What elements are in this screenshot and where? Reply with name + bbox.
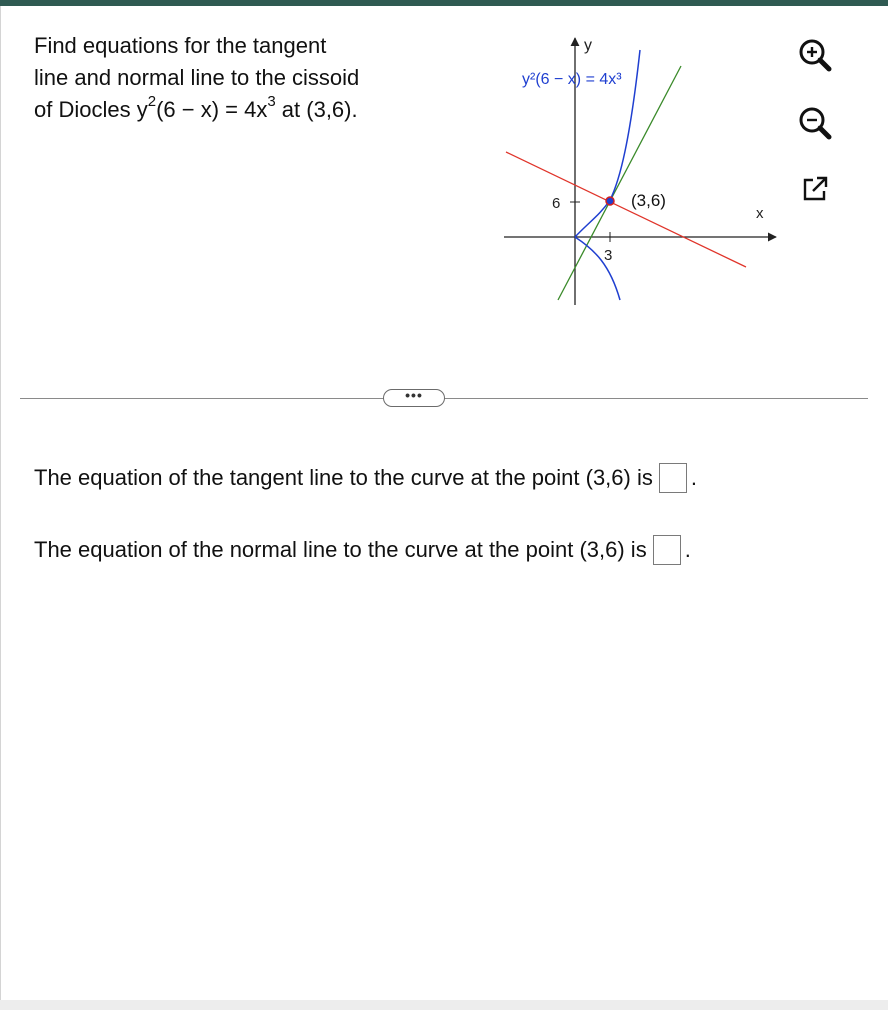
zoom-in-icon	[796, 36, 834, 74]
normal-answer-input[interactable]	[653, 535, 681, 565]
normal-answer-row	[34, 535, 691, 565]
problem-exponent-2: 3	[267, 92, 276, 110]
tangent-period: .	[690, 465, 697, 490]
x-tick-label: 3	[604, 247, 613, 264]
zoom-in-button[interactable]	[796, 36, 834, 74]
problem-exponent-1: 2	[147, 92, 157, 110]
normal-prompt: The equation of the normal line to the curve at the point (3,6) is	[34, 537, 647, 562]
left-border	[0, 6, 1, 1000]
curve-equation-label: y²(6 − x) = 4x³	[522, 71, 622, 88]
top-accent-bar	[0, 0, 888, 6]
tangent-prompt: The equation of the tangent line to the curve at the point (3,6) is	[34, 465, 653, 490]
show-more-button[interactable]	[383, 389, 445, 407]
problem-line-3-prefix: of Diocles y	[34, 97, 148, 122]
normal-period: .	[684, 537, 691, 562]
problem-line-3-suffix: at (3,6).	[275, 97, 358, 122]
tangent-answer-row	[34, 463, 697, 493]
tangent-answer-input[interactable]	[659, 463, 687, 493]
problem-line-2: line and normal line to the cissoid	[34, 65, 360, 90]
tangent-line	[558, 66, 681, 300]
x-axis-label: x	[756, 205, 764, 222]
point-label: (3,6)	[631, 191, 666, 210]
cissoid-graph	[500, 30, 790, 310]
cissoid-curve-lower	[575, 237, 620, 300]
zoom-out-icon	[796, 104, 834, 142]
bottom-band	[0, 1000, 888, 1010]
tangency-point	[606, 197, 614, 205]
problem-statement	[34, 30, 434, 126]
zoom-out-button[interactable]	[796, 104, 834, 142]
y-tick-label: 6	[552, 195, 561, 212]
problem-line-3	[34, 94, 434, 126]
y-axis-label: y	[584, 37, 592, 54]
problem-line-3-mid: (6 − x) = 4x	[156, 97, 268, 122]
ellipsis-icon: •••	[405, 387, 423, 403]
external-link-icon	[796, 170, 834, 208]
problem-line-1: Find equations for the tangent	[34, 33, 327, 58]
popout-button[interactable]	[796, 170, 834, 208]
